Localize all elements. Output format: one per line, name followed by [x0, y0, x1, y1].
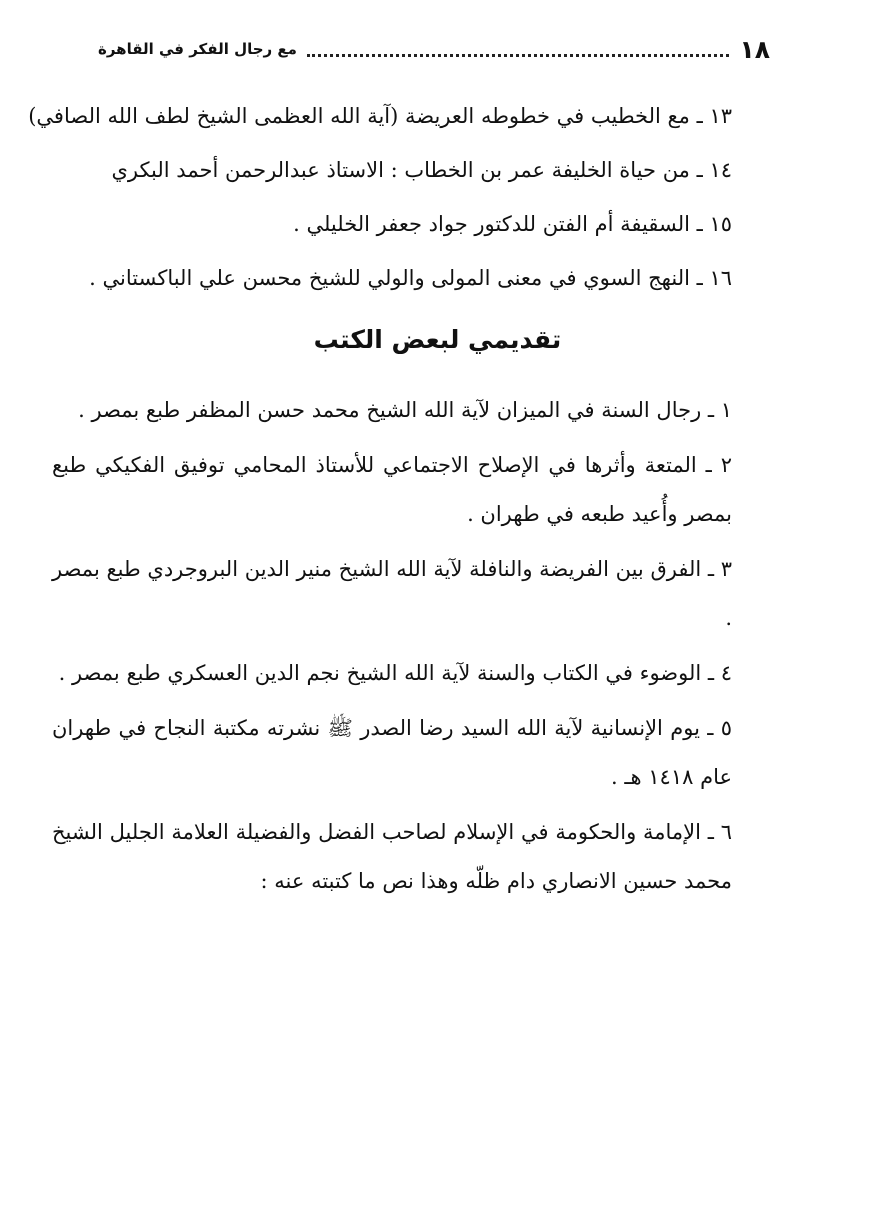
header-dotted-leader: [307, 54, 730, 57]
continued-book-list: [28, 89, 732, 305]
list-item: ٣ ـ الفرق بين الفريضة والنافلة لآية الله الشيخ منير الدين البروجردي طبع بمصر .: [52, 557, 732, 630]
list-item: ١٦ ـ النهج السوي في معنى المولى والولي للشيخ محسن علي الباكستاني .: [89, 266, 732, 290]
introduced-books-list: [52, 386, 732, 912]
list-item: ١٥ ـ السقيفة أم الفتن للدكتور جواد جعفر الخليلي .: [293, 212, 732, 236]
list-item: ٥ ـ يوم الإنسانية لآية الله السيد رضا الصدر ﷺ نشرته مكتبة النجاح في طهران عام ١٤١٨ هـ .: [52, 716, 732, 789]
running-title: مع رجال الفكر في القاهرة: [98, 39, 297, 58]
list-item: ١٣ ـ مع الخطيب في خطوطه العريضة (آية الله العظمى الشيخ لطف الله الصافي): [28, 104, 732, 128]
section-heading: تقديمي لبعض الكتب: [313, 325, 562, 354]
list-item: ٦ ـ الإمامة والحكومة في الإسلام لصاحب الفضل والفضيلة العلامة الجليل الشيخ محمد حسين الانصاري دام ظلّه وهذا نص ما كتبته عنه :: [52, 820, 732, 893]
page-number: ١٨: [739, 34, 770, 64]
list-item: ١ ـ رجال السنة في الميزان لآية الله الشيخ محمد حسن المظفر طبع بمصر .: [78, 398, 732, 422]
list-item: ١٤ ـ من حياة الخليفة عمر بن الخطاب : الاستاذ عبدالرحمن أحمد البكري: [111, 158, 732, 182]
list-item: ٤ ـ الوضوء في الكتاب والسنة لآية الله الشيخ نجم الدين العسكري طبع بمصر .: [58, 661, 732, 685]
page-header: [98, 32, 770, 66]
list-item: ٢ ـ المتعة وأثرها في الإصلاح الاجتماعي للأستاذ المحامي توفيق الفكيكي طبع بمصر وأُعيد طبعه في طهران .: [52, 453, 732, 526]
